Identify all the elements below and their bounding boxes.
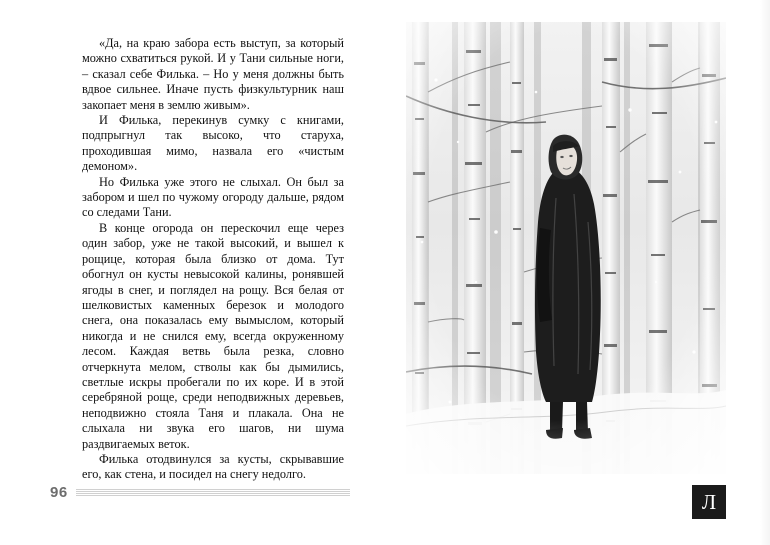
text-column (82, 36, 344, 483)
paragraph: Но Филька уже этого не слыхал. Он был за забором и шел по чужому огороду дальше, рядом со следами Тани. (82, 174, 344, 220)
page-footer (50, 484, 350, 501)
publisher-logo-letter: Л (701, 489, 717, 514)
paragraph: И Филька, перекинув сумку с книгами, подпрыгнул так высоко, что старуха, проходившая мимо, назвала его «чистым демоном». (82, 113, 344, 174)
illustration-girl-in-snowy-birch-grove (406, 22, 726, 474)
paragraph: «Да, на краю забора есть выступ, за который можно схватиться рукой. И у Тани сильные ноги, – сказал себе Филька. – Но у меня должны быть вдвое сильнее. Иначе пусть физкультурник наш закопает меня в землю живым». (82, 36, 344, 112)
paragraph: Филька отодвинулся за кусты, скрывавшие его, как стена, и посидел на снегу недолго. (82, 451, 344, 482)
footer-rule (76, 489, 350, 496)
page-number: 96 (50, 484, 68, 501)
publisher-logo (692, 485, 726, 519)
page-edge-shadow (760, 0, 770, 545)
illustration-svg (406, 22, 726, 474)
paragraph: В конце огорода он перескочил еще через один забор, уже не такой высокий, и вышел к рощице, которая была близко от дома. Тут обогнул он кусты невысокой калины, ронявшей ягоды в снег, и поглядел на рощу. Вся белая от шелковистых каменных березок и молодого снега, она показалась ему вымыслом, который никогда и не снился ему, всегда окруженному лесом. Каждая ветвь была резка, словно отчеркнута мелом, стволы как бы дымились, светлые искры пробегали по их коре. И в этой серебряной роще, среди неподвижных деревьев, неподвижно стояла Таня и плакала. Она не слыхала ни звука его шагов, ни шума раздвигаемых веток. (82, 220, 344, 451)
